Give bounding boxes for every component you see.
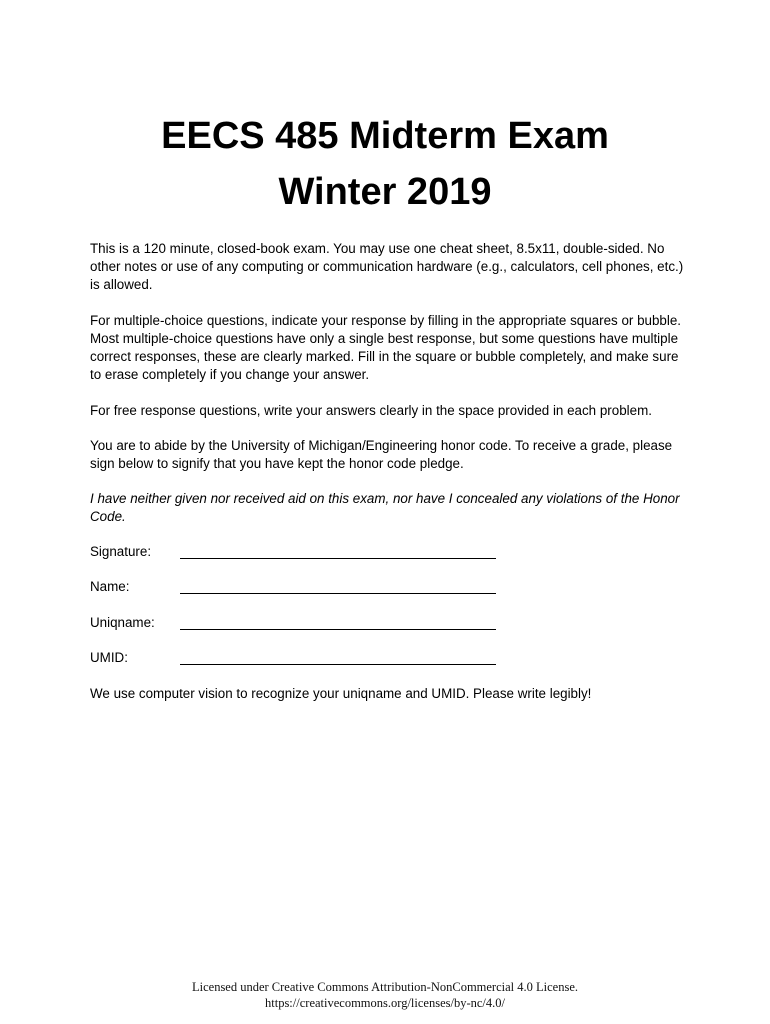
uniqname-label: Uniqname: bbox=[90, 615, 155, 630]
umid-line[interactable] bbox=[180, 664, 496, 665]
umid-field[interactable] bbox=[90, 649, 510, 669]
exam-title bbox=[0, 108, 770, 220]
exam-title-line-1: EECS 485 Midterm Exam bbox=[161, 115, 609, 157]
license-text: Licensed under Creative Commons Attribution-NonCommercial 4.0 License. bbox=[191, 980, 579, 994]
exam-title-line-2: Winter 2019 bbox=[278, 171, 492, 213]
license-footer bbox=[0, 979, 770, 1011]
signature-field[interactable] bbox=[90, 543, 510, 563]
uniqname-line[interactable] bbox=[180, 629, 496, 630]
exam-rules-paragraph: This is a 120 minute, closed-book exam. You may use one cheat sheet, 8.5x11, double-sided. No other notes or use of any computing or communication hardware (e.g., calculators, cell phones, etc.) is allowed. bbox=[90, 241, 684, 292]
umid-label: UMID: bbox=[90, 650, 128, 665]
honor-code-pledge: I have neither given nor received aid on this exam, nor have I concealed any violations of the Honor Code. bbox=[90, 491, 680, 524]
uniqname-field[interactable] bbox=[90, 614, 510, 634]
license-url: https://creativecommons.org/licenses/by-nc/4.0/ bbox=[265, 996, 505, 1010]
signature-line[interactable] bbox=[180, 558, 496, 559]
free-response-instructions: For free response questions, write your answers clearly in the space provided in each problem. bbox=[90, 403, 652, 418]
signature-label: Signature: bbox=[90, 544, 152, 559]
multiple-choice-instructions: For multiple-choice questions, indicate your response by filling in the appropriate squares or bubble. Most multiple-choice questions have only a single best response, but some questions have multiple correct responses, these are clearly marked. Fill in the square or bubble completely, and make sure to erase completely if you change your answer. bbox=[90, 313, 682, 382]
name-line[interactable] bbox=[180, 593, 496, 594]
name-field[interactable] bbox=[90, 578, 510, 598]
legibility-note: We use computer vision to recognize your uniqname and UMID. Please write legibly! bbox=[90, 686, 592, 701]
name-label: Name: bbox=[90, 579, 130, 594]
honor-code-instructions: You are to abide by the University of Michigan/Engineering honor code. To receive a grade, please sign below to signify that you have kept the honor code pledge. bbox=[90, 438, 673, 471]
